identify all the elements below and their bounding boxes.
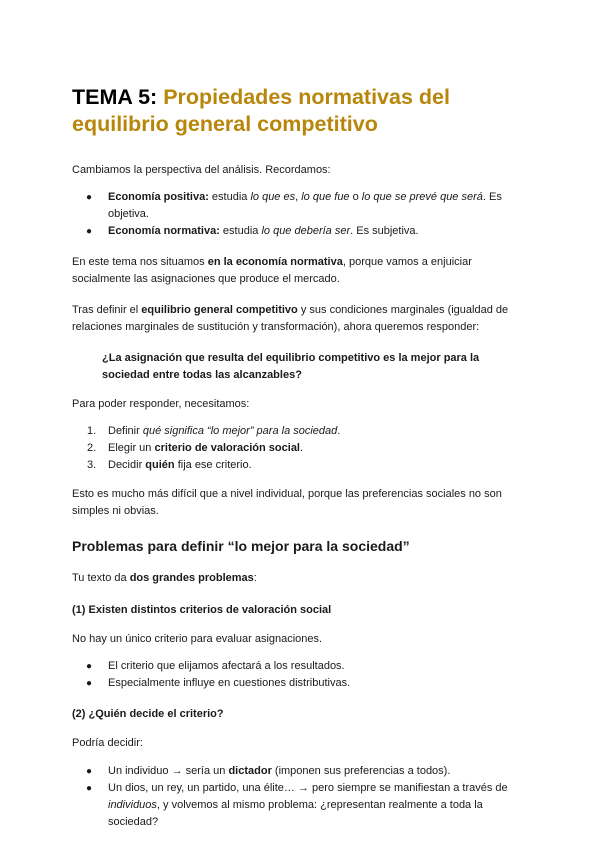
term-bold: Economía normativa: [108,225,220,237]
bullet-icon: ● [86,678,93,689]
bullet-icon: ● [86,226,93,237]
list-item: 2. Elegir un criterio de valoración social. [87,442,304,454]
document-page [72,84,524,831]
term-bold: Economía positiva: [108,191,209,203]
bullet-icon: ● [86,192,93,203]
list-item: ● Un dios, un rey, un partido, una élite… → pero siempre se manifiestan a través de individuos, y volvemos al mismo problema: ¿representan realmente a toda la sociedad? [86,782,508,828]
list-item: ● Especialmente influye en cuestiones distributivas. [72,675,524,692]
problems-intro: Tu texto da dos grandes problemas: [72,572,257,584]
bullet-icon: ● [86,783,93,794]
problem1-text: No hay un único criterio para evaluar asignaciones. [72,633,323,645]
problem1-list [72,658,524,692]
equilibrium-paragraph: Tras definir el equilibrio general competitivo y sus condiciones marginales (igualdad de relaciones marginales de sustitución y transformación), ahora queremos responder: [72,304,509,333]
steps-list [72,423,524,474]
section-heading: Problemas para definir “lo mejor para la sociedad” [72,538,410,554]
need-paragraph: Para poder responder, necesitamos: [72,398,250,410]
problem1-heading: (1) Existen distintos criterios de valoración social [72,604,332,616]
list-item: ● Un individuo → sería un dictador (imponen sus preferencias a todos). [72,763,524,780]
title-prefix: TEMA 5: [72,85,158,109]
key-question: ¿La asignación que resulta del equilibrio competitivo es la mejor para la sociedad entre todas las alcanzables? [102,352,480,381]
problem2-text: Podría decidir: [72,737,143,749]
positive-normative-list [72,189,524,240]
problem2-heading: (2) ¿Quién decide el criterio? [72,708,224,720]
normative-paragraph: En este tema nos situamos en la economía normativa, porque vamos a enjuiciar socialmente las asignaciones que produce el mercado. [72,256,472,285]
title-main: Propiedades normativas del equilibrio general competitivo [72,85,450,136]
bullet-icon: ● [86,661,93,672]
page-title [72,84,524,138]
list-item: ● El criterio que elijamos afectará a los resultados. [72,658,524,675]
difficulty-paragraph: Esto es mucho más difícil que a nivel individual, porque las preferencias sociales no son simples ni obvias. [72,488,502,517]
list-item: 1. Definir qué significa “lo mejor” para la sociedad. [87,425,341,437]
list-item: ● Economía positiva: estudia lo que es, lo que fue o lo que se prevé que será. Es objetiva. [86,191,502,220]
bullet-icon: ● [86,766,93,777]
intro-paragraph: Cambiamos la perspectiva del análisis. Recordamos: [72,164,331,176]
list-item: 3. Decidir quién fija ese criterio. [87,459,252,471]
problem2-list [72,763,524,831]
list-item: ● Economía normativa: estudia lo que debería ser. Es subjetiva. [72,223,524,240]
